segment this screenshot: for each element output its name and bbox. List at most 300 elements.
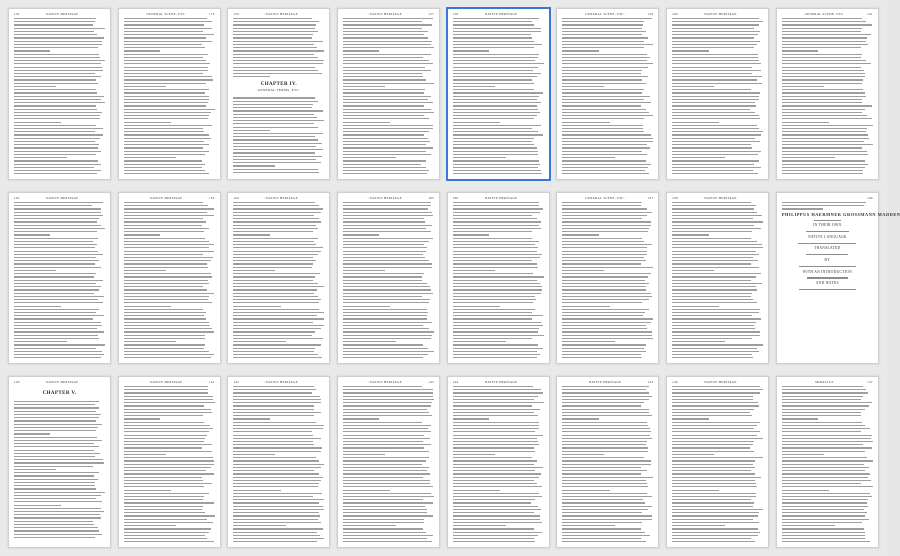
text-line <box>453 225 540 226</box>
text-line <box>807 277 848 278</box>
text-line <box>672 131 763 132</box>
text-line <box>562 218 642 219</box>
text-line <box>782 522 863 523</box>
text-line <box>672 338 752 339</box>
text-line <box>124 306 171 307</box>
running-title: NATIVE HERITAGE <box>369 196 402 200</box>
text-line <box>453 109 539 110</box>
running-head <box>562 196 653 201</box>
text-line <box>233 341 286 342</box>
text-line <box>782 409 865 410</box>
text-line <box>124 225 203 226</box>
text-line <box>14 335 98 336</box>
text-line <box>343 138 428 139</box>
text-line <box>233 127 318 128</box>
text-line <box>453 57 538 58</box>
text-line <box>453 228 542 229</box>
text-line <box>562 60 647 61</box>
text-line <box>782 528 865 529</box>
text-line <box>672 515 758 516</box>
text-line <box>562 535 650 536</box>
text-line <box>782 441 873 442</box>
text-line <box>343 412 429 413</box>
text-line <box>343 63 433 64</box>
text-line <box>233 490 280 491</box>
text-line <box>562 234 598 235</box>
text-line <box>562 244 652 245</box>
text-line <box>343 128 433 129</box>
text-line <box>233 425 324 426</box>
text-line <box>14 144 99 145</box>
text-line <box>453 70 534 71</box>
text-line <box>562 99 643 100</box>
text-line <box>14 167 94 168</box>
text-line <box>562 251 646 252</box>
page-thumbnail[interactable] <box>447 376 550 548</box>
text-line <box>453 21 533 22</box>
text-line <box>233 522 321 523</box>
text-line <box>124 496 204 497</box>
text-line <box>14 357 101 358</box>
text-line <box>233 267 312 268</box>
text-line <box>124 286 203 287</box>
text-line <box>562 131 643 132</box>
text-line <box>562 67 648 68</box>
text-line <box>453 251 538 252</box>
thumbnail-grid <box>8 8 900 548</box>
text-line <box>343 389 433 390</box>
text-line <box>562 128 642 129</box>
text-line <box>14 417 99 418</box>
text-line <box>453 438 538 439</box>
running-title: GENERAL SCENE, ETC. <box>585 12 625 16</box>
text-line <box>343 54 431 55</box>
text-line <box>343 519 424 520</box>
text-line <box>453 218 538 219</box>
text-line <box>453 515 540 516</box>
text-line <box>453 37 533 38</box>
text-line <box>672 483 756 484</box>
running-title: NATIVE HERITAGE <box>484 196 518 200</box>
text-line <box>562 267 653 268</box>
page-number: 166 <box>452 196 459 200</box>
page-number: 154 <box>14 12 20 16</box>
text-line <box>343 238 433 239</box>
text-line <box>233 162 321 163</box>
page-body-text <box>562 202 653 359</box>
text-line <box>562 331 652 332</box>
running-head <box>124 380 215 385</box>
text-line <box>124 535 205 536</box>
text-line <box>343 221 425 222</box>
text-line <box>124 205 209 206</box>
text-line <box>14 511 104 512</box>
text-line <box>124 96 210 97</box>
text-line <box>453 293 541 294</box>
page-thumbnail[interactable] <box>227 376 330 548</box>
text-line <box>672 328 755 329</box>
page-thumbnail[interactable] <box>666 8 769 180</box>
text-line <box>672 470 751 471</box>
text-line <box>14 44 102 45</box>
text-line <box>124 247 210 248</box>
text-line <box>343 532 426 533</box>
text-line <box>233 165 275 166</box>
text-line <box>14 86 56 87</box>
text-line <box>782 402 872 403</box>
text-line <box>672 96 759 97</box>
text-line <box>782 496 873 497</box>
page-number: 142 <box>233 380 240 384</box>
text-line <box>343 428 427 429</box>
text-line <box>453 299 537 300</box>
text-line <box>233 63 323 64</box>
text-line <box>233 483 319 484</box>
text-line <box>562 147 650 148</box>
text-line <box>453 486 543 487</box>
text-line <box>14 482 95 483</box>
text-line <box>343 457 429 458</box>
text-line <box>562 231 648 232</box>
text-line <box>233 396 320 397</box>
text-line <box>562 50 598 51</box>
text-line <box>562 164 651 165</box>
text-line <box>343 144 426 145</box>
text-line <box>343 76 423 77</box>
text-line <box>672 128 759 129</box>
text-line <box>343 241 429 242</box>
text-line <box>672 218 753 219</box>
text-line <box>453 147 537 148</box>
text-line <box>233 335 312 336</box>
text-line <box>562 96 650 97</box>
text-line <box>453 92 543 93</box>
page-thumbnail[interactable] <box>337 192 440 364</box>
page-thumbnail[interactable] <box>556 192 659 364</box>
text-line <box>562 24 643 25</box>
page-thumbnail[interactable] <box>776 8 879 180</box>
text-line <box>343 276 422 277</box>
text-line <box>14 414 101 415</box>
page-thumbnail[interactable] <box>118 192 221 364</box>
text-line <box>672 24 759 25</box>
text-line <box>782 386 863 387</box>
text-line <box>782 538 865 539</box>
text-line <box>672 273 761 274</box>
page-thumbnail[interactable] <box>776 376 879 548</box>
text-line <box>233 444 314 445</box>
text-line <box>14 63 101 64</box>
text-line <box>343 164 421 165</box>
text-line <box>124 312 206 313</box>
text-line <box>782 483 861 484</box>
text-line <box>343 483 430 484</box>
page-thumbnail[interactable] <box>666 376 769 548</box>
page-thumbnail[interactable] <box>8 376 111 548</box>
text-line <box>343 438 430 439</box>
text-line <box>453 263 537 264</box>
text-line <box>672 41 760 42</box>
text-line <box>14 151 101 152</box>
text-line <box>343 21 422 22</box>
text-line <box>124 447 203 448</box>
text-line <box>672 54 757 55</box>
text-line <box>672 267 759 268</box>
text-line <box>343 147 433 148</box>
text-line <box>233 532 317 533</box>
text-line <box>124 335 205 336</box>
text-line <box>782 151 867 152</box>
text-line <box>562 225 651 226</box>
text-line <box>14 289 99 290</box>
text-line <box>562 263 641 264</box>
text-line <box>672 89 751 90</box>
page-thumbnail[interactable] <box>666 192 769 364</box>
text-line <box>782 50 818 51</box>
text-line <box>453 289 542 290</box>
text-line <box>124 67 208 68</box>
text-line <box>782 138 870 139</box>
page-thumbnail[interactable] <box>8 8 111 180</box>
text-line <box>343 431 431 432</box>
text-line <box>124 512 205 513</box>
text-line <box>453 173 542 174</box>
text-line <box>562 457 643 458</box>
text-line <box>782 532 865 533</box>
text-line <box>124 522 213 523</box>
text-line <box>343 92 424 93</box>
running-title: NATIVE HERITAGE <box>265 196 298 200</box>
text-line <box>343 270 385 271</box>
text-line <box>672 306 719 307</box>
text-line <box>453 464 535 465</box>
text-line <box>343 86 385 87</box>
text-line <box>453 496 542 497</box>
text-line <box>233 405 314 406</box>
text-line <box>672 125 757 126</box>
text-line <box>453 24 534 25</box>
text-line <box>672 386 760 387</box>
page-thumbnail[interactable] <box>8 192 111 364</box>
text-line <box>782 115 867 116</box>
text-line <box>672 460 755 461</box>
text-line <box>562 44 653 45</box>
text-line <box>233 286 324 287</box>
text-line <box>343 109 431 110</box>
text-line <box>233 441 312 442</box>
text-line <box>782 415 861 416</box>
text-line <box>233 234 269 235</box>
text-line <box>672 57 758 58</box>
text-line <box>672 105 756 106</box>
page-thumbnail[interactable] <box>227 8 330 180</box>
text-line <box>453 315 543 316</box>
text-line <box>233 159 316 160</box>
text-line <box>782 134 869 135</box>
text-line <box>453 280 537 281</box>
text-line <box>14 354 104 355</box>
text-line <box>782 499 869 500</box>
page-thumbnail[interactable] <box>118 8 221 180</box>
page-number: 160 <box>672 12 678 16</box>
text-line <box>14 125 96 126</box>
text-line <box>124 122 171 123</box>
running-title: NATIVE HERITAGE <box>46 196 79 200</box>
text-line <box>562 138 653 139</box>
running-head <box>453 380 544 385</box>
running-head <box>343 380 434 385</box>
page-number: 157 <box>428 12 435 16</box>
text-line <box>343 425 431 426</box>
page-thumbnail[interactable] <box>556 8 659 180</box>
text-line <box>782 147 862 148</box>
text-line <box>672 202 751 203</box>
text-line <box>233 50 324 51</box>
text-line <box>672 418 708 419</box>
text-line <box>124 441 204 442</box>
page-number: 156 <box>233 12 240 16</box>
running-head <box>343 12 434 17</box>
text-line <box>343 331 433 332</box>
running-title: NATIVE HERITAGE <box>265 12 298 16</box>
text-line <box>782 141 864 142</box>
text-line <box>124 41 212 42</box>
page-thumbnail[interactable] <box>556 376 659 548</box>
text-line <box>233 515 319 516</box>
text-line <box>343 231 431 232</box>
text-line <box>14 122 61 123</box>
text-line <box>233 325 324 326</box>
text-line <box>782 431 862 432</box>
text-line <box>453 99 538 100</box>
text-line <box>782 486 873 487</box>
text-line <box>782 460 873 461</box>
text-line <box>124 392 208 393</box>
page-thumbnail[interactable] <box>447 192 550 364</box>
text-line <box>562 154 646 155</box>
text-line <box>562 464 650 465</box>
text-line <box>562 357 642 358</box>
running-title: NATIVE HERITAGE <box>150 380 183 384</box>
text-line <box>233 528 323 529</box>
text-line <box>782 31 861 32</box>
text-line <box>672 315 752 316</box>
text-line <box>14 420 96 421</box>
text-line <box>562 92 641 93</box>
text-line <box>782 435 873 436</box>
text-line <box>562 118 643 119</box>
text-line <box>14 128 103 129</box>
page-body-text <box>233 202 324 359</box>
text-line <box>124 438 205 439</box>
text-line <box>343 131 429 132</box>
text-line <box>233 451 320 452</box>
text-line <box>343 244 424 245</box>
page-thumbnail[interactable] <box>447 8 550 180</box>
text-line <box>124 131 204 132</box>
text-line <box>233 130 269 131</box>
text-line <box>453 105 537 106</box>
text-line <box>14 254 103 255</box>
text-line <box>562 396 652 397</box>
text-line <box>672 70 761 71</box>
page-thumbnail[interactable] <box>337 8 440 180</box>
text-line <box>782 519 869 520</box>
text-line <box>562 144 647 145</box>
text-line <box>453 441 539 442</box>
text-line <box>124 263 208 264</box>
running-head <box>14 380 105 385</box>
text-line <box>562 506 651 507</box>
text-line <box>453 302 533 303</box>
text-line <box>672 299 753 300</box>
text-line <box>343 348 427 349</box>
text-line <box>562 435 650 436</box>
text-line <box>124 57 204 58</box>
text-line <box>124 435 208 436</box>
text-line <box>233 318 323 319</box>
text-line <box>124 50 160 51</box>
text-line <box>453 357 537 358</box>
text-line <box>562 286 646 287</box>
text-line <box>806 254 848 255</box>
text-line <box>562 515 652 516</box>
text-line <box>672 83 762 84</box>
page-thumbnail[interactable] <box>118 376 221 548</box>
text-line <box>672 280 751 281</box>
text-line <box>672 247 763 248</box>
text-line <box>233 104 313 105</box>
running-head <box>672 380 763 385</box>
text-line <box>14 251 98 252</box>
text-line <box>453 215 533 216</box>
text-line <box>124 151 209 152</box>
text-line <box>343 399 434 400</box>
running-title: NATIVE HERITAGE <box>46 12 79 16</box>
text-line <box>124 405 204 406</box>
page-number: 146 <box>672 380 678 384</box>
text-line <box>14 47 98 48</box>
text-line <box>233 73 322 74</box>
text-line <box>233 37 312 38</box>
text-line <box>14 430 96 431</box>
text-line <box>233 273 320 274</box>
text-line <box>782 170 863 171</box>
text-line <box>562 470 647 471</box>
text-line <box>672 525 725 526</box>
text-line <box>233 538 324 539</box>
text-line <box>14 131 95 132</box>
text-line <box>343 41 432 42</box>
text-line <box>562 280 645 281</box>
text-line <box>782 63 871 64</box>
text-line <box>343 447 424 448</box>
page-thumbnail[interactable] <box>337 376 440 548</box>
page-thumbnail[interactable] <box>227 192 330 364</box>
text-line <box>14 73 95 74</box>
text-line <box>14 244 97 245</box>
text-line <box>453 431 535 432</box>
text-line <box>233 276 314 277</box>
text-line <box>672 480 755 481</box>
text-line <box>124 254 203 255</box>
text-line <box>672 144 751 145</box>
text-line <box>343 73 422 74</box>
page-thumbnail[interactable] <box>776 192 900 364</box>
text-line <box>14 514 100 515</box>
text-line <box>14 495 101 496</box>
text-line <box>233 509 323 510</box>
